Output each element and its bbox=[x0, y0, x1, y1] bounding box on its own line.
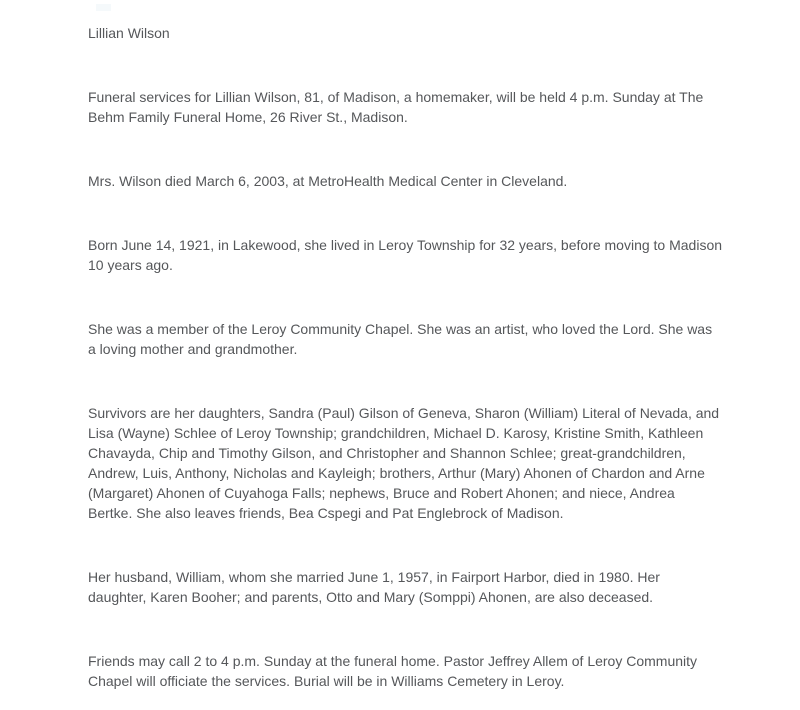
obituary-paragraph-predeceased: Her husband, William, whom she married June 1, 1957, in Fairport Harbor, died in 1980. Her daughter, Karen Booher; and parents, Otto and Mary (Somppi) Ahonen, are also deceased. bbox=[88, 569, 660, 605]
render-artifact bbox=[96, 4, 111, 11]
obituary-paragraph-death-notice: Mrs. Wilson died March 6, 2003, at MetroHealth Medical Center in Cleveland. bbox=[88, 173, 568, 189]
obituary-paragraph-life-summary: She was a member of the Leroy Community Chapel. She was an artist, who loved the Lord. She was a loving mother and grandmother. bbox=[88, 321, 713, 357]
obituary-paragraph-survivors: Survivors are her daughters, Sandra (Paul) Gilson of Geneva, Sharon (William) Literal of Nevada, and Lisa (Wayne) Schlee of Leroy Township; grandchildren, Michael D. Karosy, Kristine Smith, Kathleen Chavayda, Chip and Timothy Gilson, and Christopher and Shannon Schlee; great-grandchildren, Andrew, Luis, Anthony, Nicholas and Kayleigh; brothers, Arthur (Mary) Ahonen of Chardon and Arne (Margaret) Ahonen of Cuyahoga Falls; nephews, Bruce and Robert Ahonen; and niece, Andrea Bertke. She also leaves friends, Bea Cspegi and Pat Englebrock of Madison. bbox=[88, 405, 720, 521]
obituary-name-title: Lillian Wilson bbox=[88, 25, 170, 41]
obituary-paragraph-birth-residence: Born June 14, 1921, in Lakewood, she lived in Leroy Township for 32 years, before moving to Madison 10 years ago. bbox=[88, 237, 723, 273]
obituary-paragraph-visitation: Friends may call 2 to 4 p.m. Sunday at the funeral home. Pastor Jeffrey Allem of Leroy Community Chapel will officiate the services. Burial will be in Williams Cemetery in Leroy. bbox=[88, 653, 698, 689]
obituary-paragraph-funeral-services: Funeral services for Lillian Wilson, 81, of Madison, a homemaker, will be held 4 p.m. Sunday at The Behm Family Funeral Home, 26 River St., Madison. bbox=[88, 89, 704, 125]
obituary-document bbox=[88, 23, 722, 691]
